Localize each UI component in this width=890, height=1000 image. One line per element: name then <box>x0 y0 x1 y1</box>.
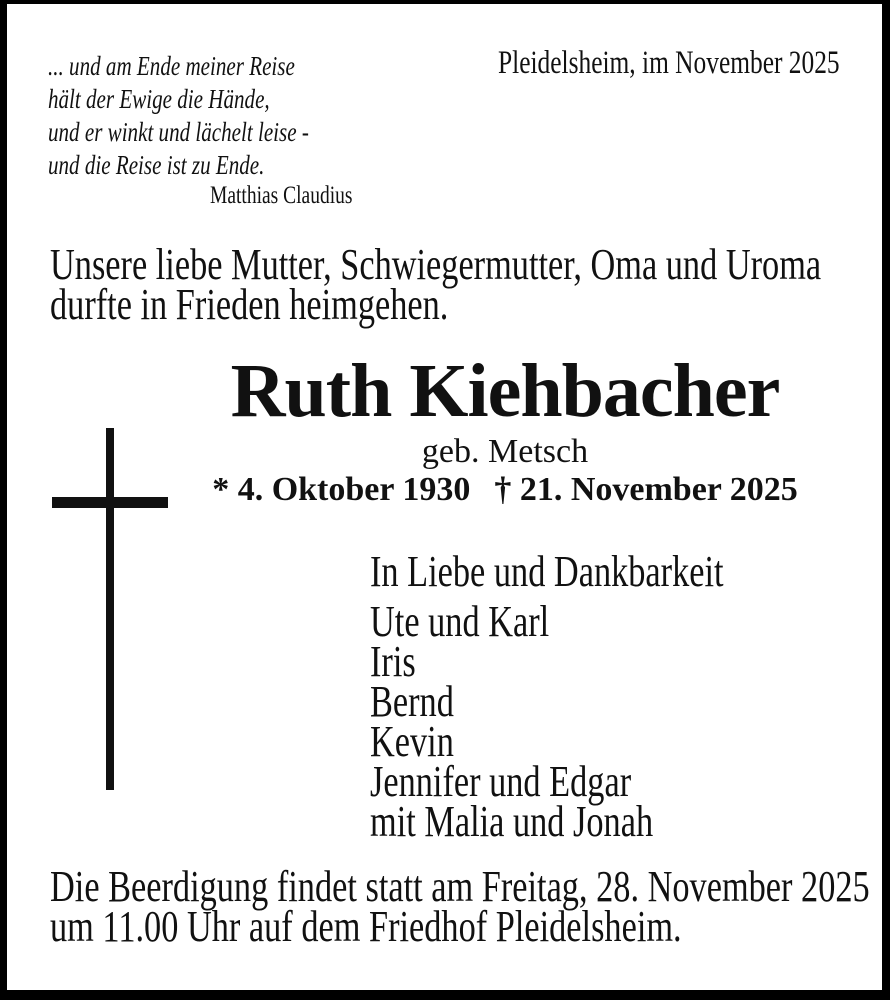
poem-line-text: hält der Ewige die Hände, <box>48 84 270 114</box>
mourner-name-text: Kevin <box>370 717 454 766</box>
place-dateline-text: Pleidelsheim, im November 2025 <box>498 45 840 81</box>
death-date: † 21. November 2025 <box>494 471 798 508</box>
mourner-name-text: Iris <box>370 637 416 686</box>
mourner-name <box>370 797 823 846</box>
memorial-poem <box>48 50 382 182</box>
mourner-name-text: Bernd <box>370 677 454 726</box>
funeral-line-text: Die Beerdigung findet statt am Freitag, 28. November 2025 <box>50 862 870 911</box>
funeral-line-text: um 11.00 Uhr auf dem Friedhof Pleidelsheim. <box>50 902 682 951</box>
intro-line <box>50 240 890 289</box>
intro-line <box>50 280 890 329</box>
cross-icon-vertical-bar <box>106 428 114 790</box>
funeral-announcement <box>50 862 890 951</box>
poem-line <box>48 116 382 149</box>
mourner-name <box>370 597 823 646</box>
intro-line-text: durfte in Frieden heimgehen. <box>50 280 449 329</box>
mourner-name-text: mit Malia und Jonah <box>370 797 654 846</box>
poem-line-text: und die Reise ist zu Ende. <box>48 150 265 180</box>
intro-paragraph <box>50 240 890 329</box>
birth-date: * 4. Oktober 1930 <box>212 471 471 508</box>
birth-death-dates <box>120 472 890 508</box>
deceased-name: Ruth Kiehbacher <box>230 349 780 433</box>
mourner-name <box>370 717 823 766</box>
mourner-name <box>370 677 823 726</box>
funeral-line <box>50 862 890 911</box>
mourners-heading <box>370 547 823 596</box>
mourner-name <box>370 757 823 806</box>
poem-line-text: ... und am Ende meiner Reise <box>48 51 295 81</box>
poem-line-text: und er winkt und lächelt leise - <box>48 117 309 147</box>
place-dateline <box>396 45 840 81</box>
poem-line <box>48 149 382 182</box>
funeral-line <box>50 902 890 951</box>
poem-attribution-text: Matthias Claudius <box>210 182 353 209</box>
mourner-name-text: Ute und Karl <box>370 597 550 646</box>
intro-line-text: Unsere liebe Mutter, Schwiegermutter, Oma und Uroma <box>50 240 822 289</box>
mourner-name <box>370 637 823 686</box>
poem-attribution <box>210 181 393 211</box>
poem-line <box>48 50 382 83</box>
mourners-section <box>370 547 823 846</box>
mourners-heading-text: In Liebe und Dankbarkeit <box>370 547 724 596</box>
mourner-name-text: Jennifer und Edgar <box>370 757 632 806</box>
maiden-name: geb. Metsch <box>421 433 589 470</box>
poem-line <box>48 83 382 116</box>
